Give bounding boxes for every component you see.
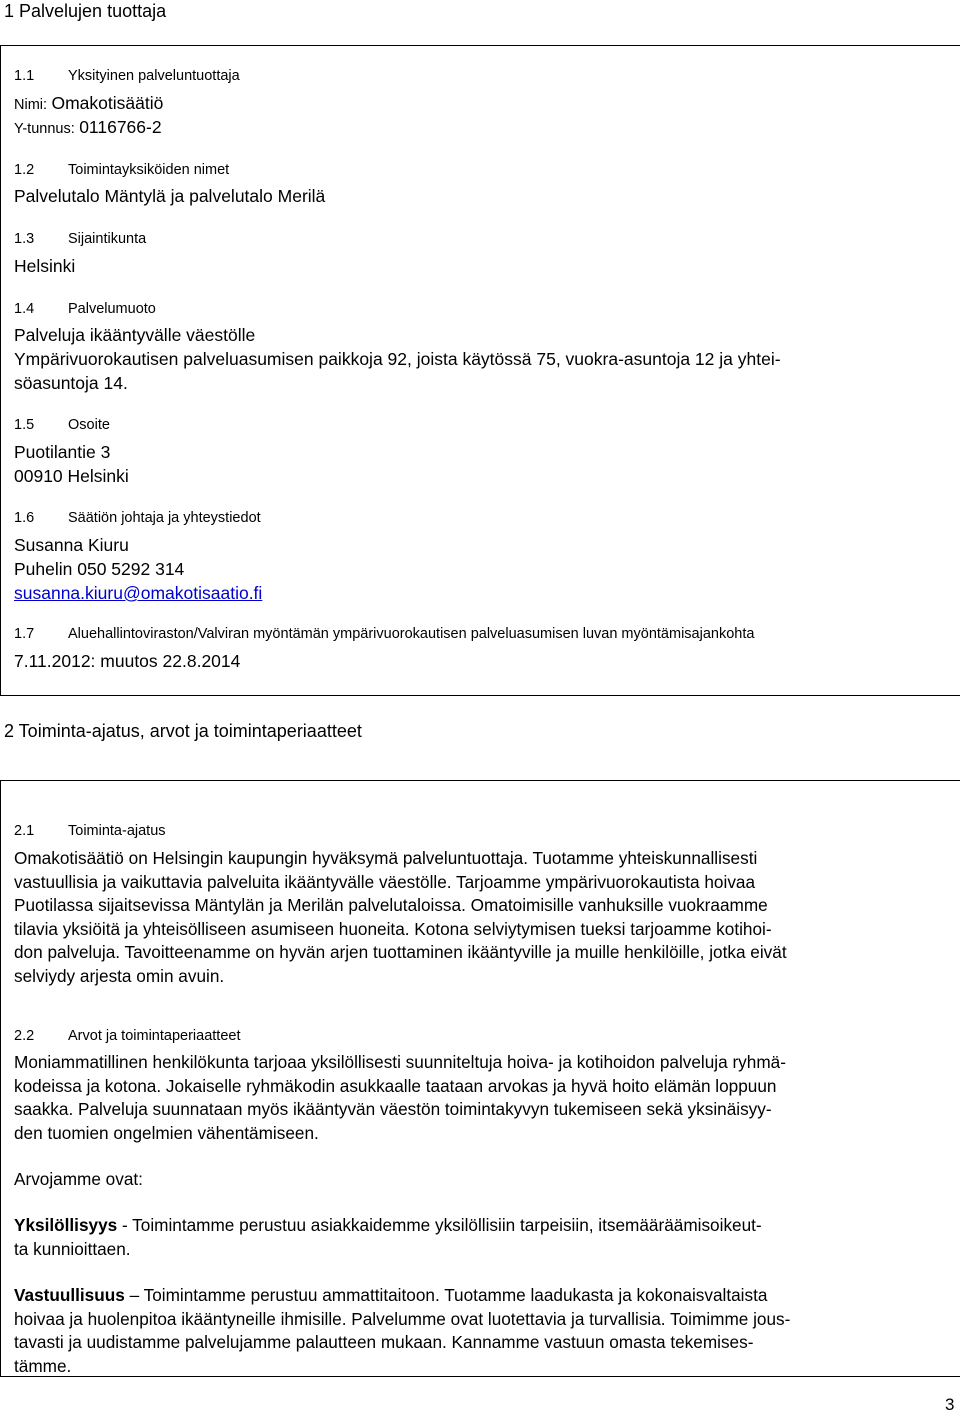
name-value: Omakotisäätiö	[51, 93, 164, 113]
name-row: Nimi: Omakotisäätiö	[14, 93, 164, 113]
director-name: Susanna Kiuru	[14, 535, 129, 555]
subheading-2-1: 2.1 Toiminta-ajatus	[14, 823, 166, 839]
address-line-2: 00910 Helsinki	[14, 466, 129, 486]
subheading-1-3: 1.3 Sijaintikunta	[14, 231, 147, 247]
units-value: Palvelutalo Mäntylä ja palvelutalo Merilä	[14, 186, 326, 206]
service-line-3: söasuntoja 14.	[14, 373, 128, 393]
subheading-1-6: 1.6 Säätiön johtaja ja yhteystiedot	[14, 510, 261, 526]
ytunnus-row: Y-tunnus: 0116766-2	[14, 117, 162, 137]
service-line-2: Ympärivuorokautisen palveluasumisen paikkoja 92, joista käytössä 75, vuokra-asuntoja 12 ja yhtei-	[14, 349, 781, 369]
mission-paragraph: Omakotisäätiö on Helsingin kaupungin hyväksymä palveluntuottaja. Tuotamme yhteiskunnallisesti vastuullisia ja vaikuttavia palveluita ikääntyvälle väestölle. Tarjoamme ympärivuorokautista hoivaa Puotilassa sijaitsevissa Mäntylän ja Merilän palvelutaloissa. Omatoimisille vanhuksille vuokraamme tilavia yksiöitä ja yhteisölliseen asumiseen huoneita. Kotona selviytymisen tueksi tarjoamme kotihoi- don palveluja. Tavoitteenamme on hyvän arjen tuottaminen ikääntyville ja muille henkilöille, jotka eivät selviydy arjesta omin avuin.	[14, 848, 787, 986]
values-paragraph: Moniammatillinen henkilökunta tarjoaa yksilöllisesti suunniteltuja hoiva- ja kotihoidon palveluja ryhmä- kodeissa ja kotona. Jokaiselle ryhmäkodin asukkaalle taataan arvokas ja hyvä hoito elämän loppuun saakka. Palveluja suunnataan myös ikääntyvän väestön toimintakyvyn tukemiseen sekä yksinäisyy- den tuomien ongelmien vähentämiseen.	[14, 1052, 786, 1143]
municipality-value: Helsinki	[14, 256, 76, 276]
subheading-1-7: 1.7 Aluehallintoviraston/Valviran myöntämän ympärivuorokautisen palveluasumisen luvan myöntämisajankohta	[14, 626, 755, 642]
address-line-1: Puotilantie 3	[14, 442, 111, 462]
value-term-individuality: Yksilöllisyys	[14, 1215, 118, 1235]
service-line-1: Palveluja ikääntyvälle väestölle	[14, 325, 256, 345]
subheading-1-2: 1.2 Toimintayksiköiden nimet	[14, 162, 230, 178]
license-date: 7.11.2012: muutos 22.8.2014	[14, 651, 241, 671]
values-intro: Arvojamme ovat:	[14, 1169, 143, 1189]
subheading-2-2: 2.2 Arvot ja toimintaperiaatteet	[14, 1028, 241, 1044]
director-email-link[interactable]: susanna.kiuru@omakotisaatio.fi	[14, 583, 263, 603]
value-responsibility: Vastuullisuus – Toimintamme perustuu ammattitaitoon. Tuotamme laadukasta ja kokonaisvaltaista hoivaa ja huolenpitoa ikääntyneille ihmisille. Palvelumme ovat luotettavia ja turvallisia. Toimimme jous- tavasti ja uudistamme palvelujamme palautteen mukaan. Kannamme vastuun omasta tekemises- tämme.	[14, 1285, 791, 1376]
value-term-responsibility: Vastuullisuus	[14, 1285, 125, 1305]
page-number: 3	[945, 1395, 955, 1414]
ytunnus-value: 0116766-2	[79, 117, 162, 137]
subheading-1-5: 1.5 Osoite	[14, 417, 110, 433]
section-1-heading: 1 Palvelujen tuottaja	[4, 1, 167, 21]
value-individuality: Yksilöllisyys - Toimintamme perustuu asiakkaidemme yksilöllisiin tarpeisiin, itsemääräämisoikeut- ta kunnioittaen.	[14, 1215, 762, 1259]
director-phone: Puhelin 050 5292 314	[14, 559, 185, 579]
subheading-1-4: 1.4 Palvelumuoto	[14, 301, 156, 317]
section-2-heading: 2 Toiminta-ajatus, arvot ja toimintaperiaatteet	[4, 721, 362, 741]
subheading-1-1: 1.1 Yksityinen palveluntuottaja	[14, 68, 240, 84]
